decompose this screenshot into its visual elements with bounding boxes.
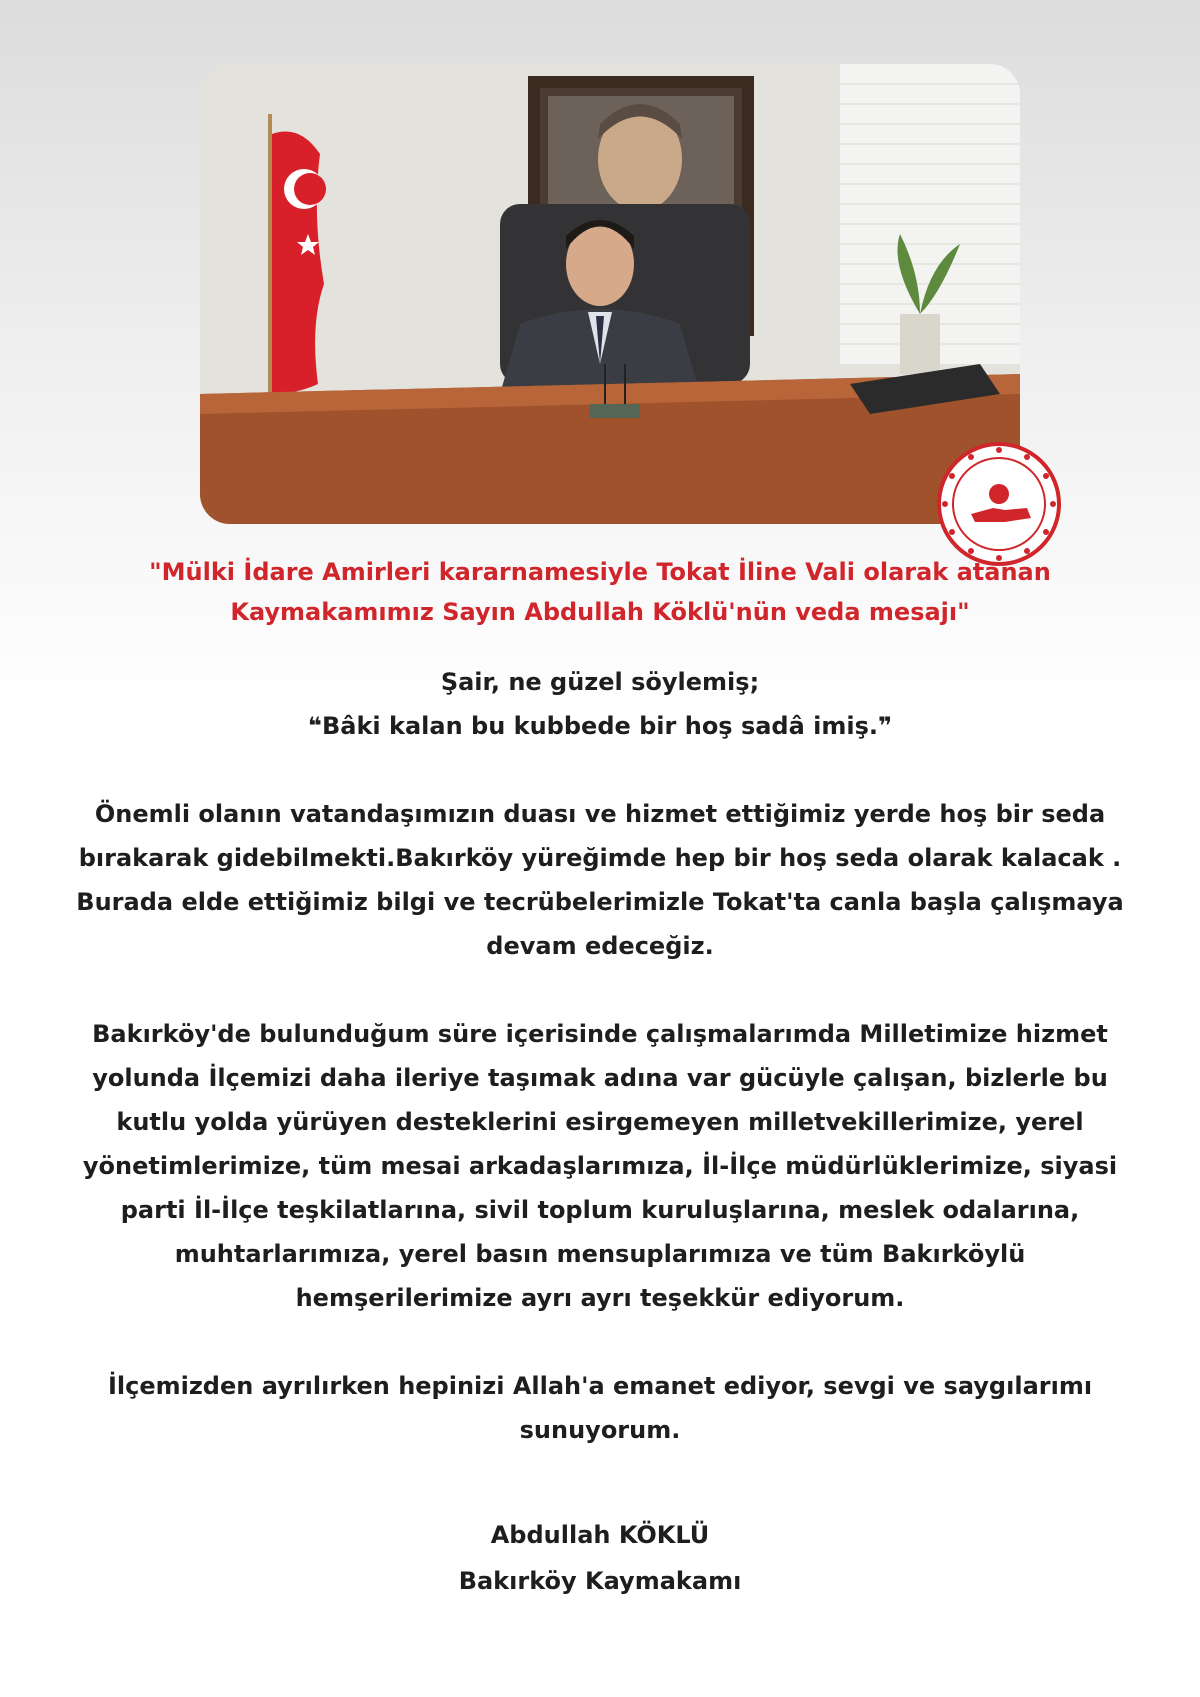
office-photo	[200, 64, 1020, 524]
paragraph-line: yönetimlerimize, tüm mesai arkadaşlarımıza, İl-İlçe müdürlüklerimize, siyasi	[82, 1152, 1118, 1180]
message-body	[50, 660, 1150, 1452]
paragraph-line: sunuyorum.	[519, 1416, 681, 1444]
headline-line: "Mülki İdare Amirleri kararnamesiyle Tokat İline Vali olarak atanan	[149, 558, 1051, 586]
paragraph-line: Bakırköy'de bulunduğum süre içerisinde çalışmalarımda Milletimize hizmet	[92, 1020, 1108, 1048]
paragraph-line: parti İl-İlçe teşkilatlarına, sivil toplum kuruluşlarına, meslek odalarına,	[120, 1196, 1080, 1224]
poem-line: Şair, ne güzel söylemiş;	[440, 668, 760, 696]
seal-icon	[935, 440, 1063, 568]
poem-line: ❝Bâki kalan bu kubbede bir hoş sadâ imiş.❞	[307, 712, 893, 740]
paragraph-line: bırakarak gidebilmekti.Bakırköy yüreğimde hep bir hoş seda olarak kalacak .	[78, 844, 1122, 872]
signature-title: Bakırköy Kaymakamı	[458, 1567, 742, 1595]
signature-name: Abdullah KÖKLÜ	[490, 1521, 710, 1549]
paragraph-line: hemşerilerimize ayrı ayrı teşekkür ediyorum.	[295, 1284, 905, 1312]
headline-line: Kaymakamımız Sayın Abdullah Köklü'nün veda mesajı"	[230, 598, 970, 626]
paragraph-line: kutlu yolda yürüyen desteklerini esirgemeyen milletvekillerimize, yerel	[116, 1108, 1084, 1136]
paragraph-line: İlçemizden ayrılırken hepinizi Allah'a emanet ediyor, sevgi ve saygılarımı	[107, 1372, 1093, 1400]
signature-block	[0, 1512, 1200, 1604]
kaymakamlik-seal	[935, 440, 1063, 568]
paragraph-line: Önemli olanın vatandaşımızın duası ve hizmet ettiğimiz yerde hoş bir seda	[94, 800, 1106, 828]
office-scene	[200, 64, 1020, 524]
paragraph-line: yolunda İlçemizi daha ileriye taşımak adına var gücüyle çalışan, bizlerle bu	[92, 1064, 1108, 1092]
paragraph-line: devam edeceğiz.	[486, 932, 714, 960]
headline	[60, 552, 1140, 632]
paragraph-line: Burada elde ettiğimiz bilgi ve tecrübelerimizle Tokat'ta canla başla çalışmaya	[76, 888, 1124, 916]
paragraph-line: muhtarlarımıza, yerel basın mensuplarımıza ve tüm Bakırköylü	[174, 1240, 1026, 1268]
